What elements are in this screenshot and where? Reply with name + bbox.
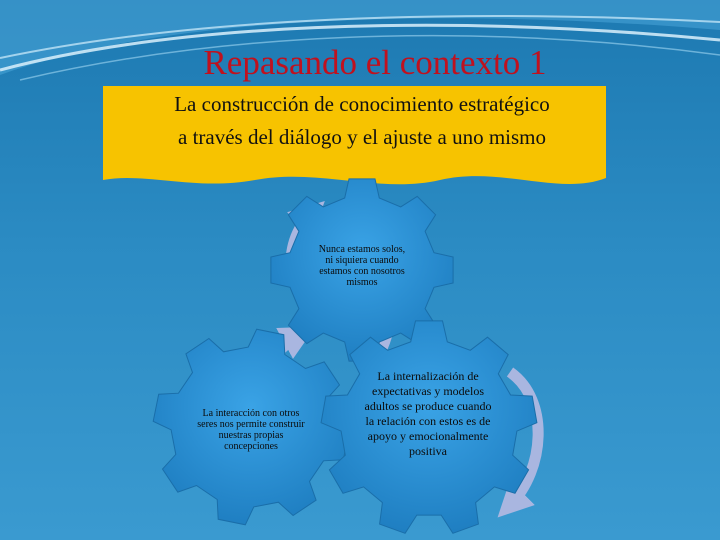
gear-right-text: La internalización de expectativas y modelos adultos se produce cuando la relación con estos es de apoyo y emocionalmente positiva [364, 369, 492, 458]
gear-left-text: La interacción con otros seres nos permite construir nuestras propias concepciones [197, 408, 305, 452]
banner-line-2: a través del diálogo y el ajuste a uno mismo [178, 125, 546, 149]
gear-top-text: Nunca estamos solos, ni siquiera cuando estamos con nosotros mismos [318, 244, 406, 288]
slide-title: Repasando el contexto 1 [203, 43, 547, 82]
banner-line-1: La construcción de conocimiento estratégico [174, 92, 550, 116]
banner-text [132, 88, 592, 154]
